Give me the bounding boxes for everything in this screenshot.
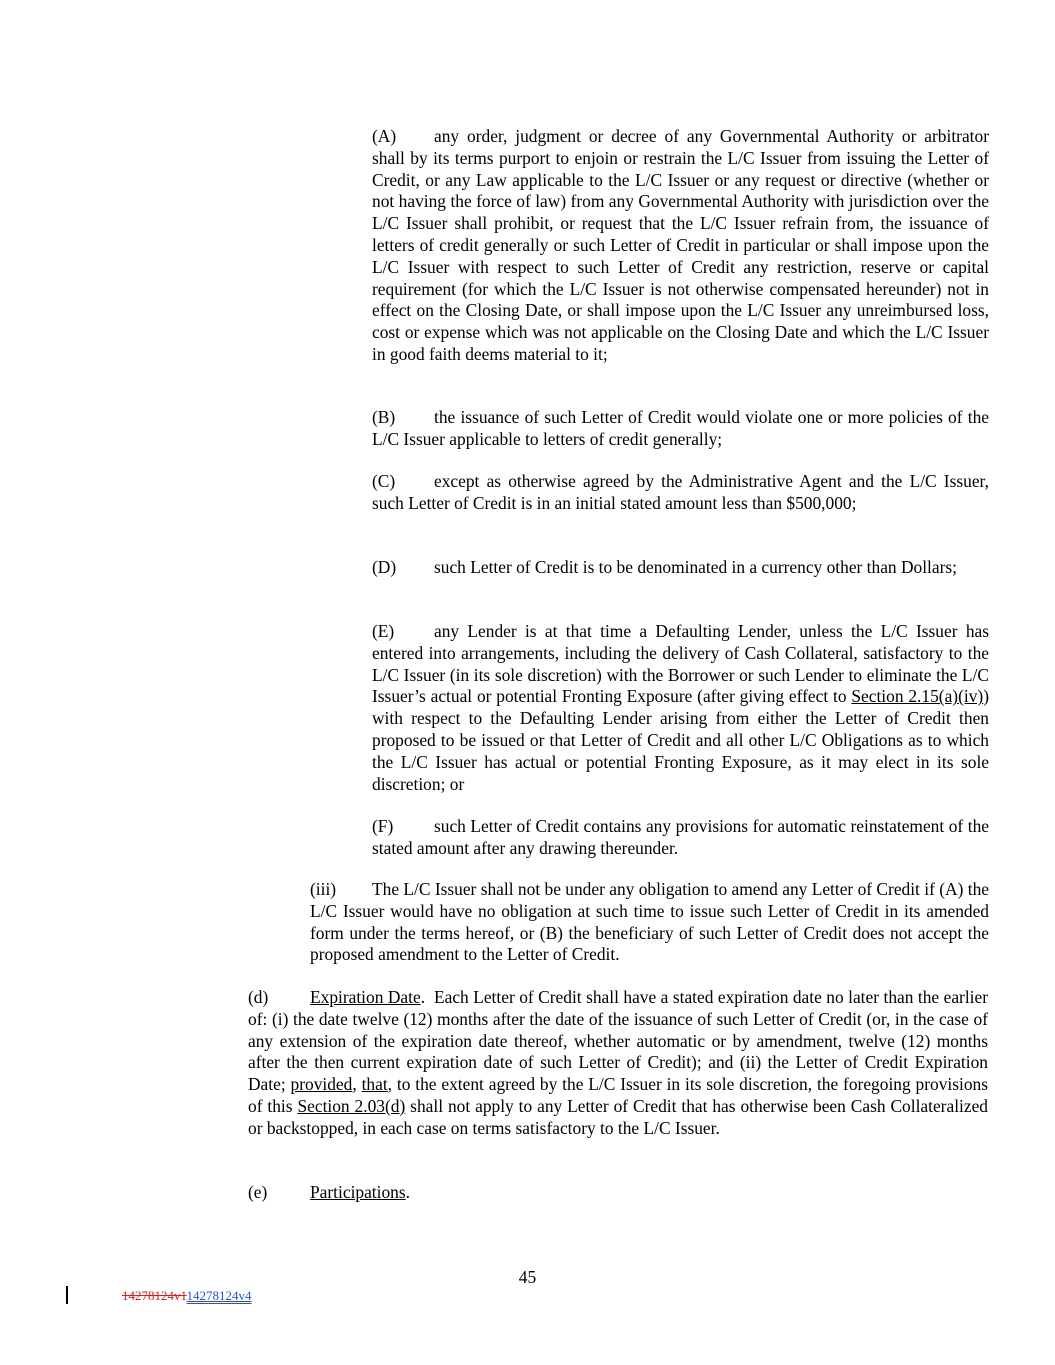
page-number: 45 bbox=[518, 1267, 537, 1287]
clause-B bbox=[310, 407, 989, 451]
clause-C bbox=[310, 471, 989, 515]
clause-d bbox=[187, 987, 988, 1140]
clause-C-text: except as otherwise agreed by the Administrative Agent and the L/C Issuer, such Letter of Credit is in an initial stated amount less than $500,000; bbox=[372, 471, 989, 513]
clause-E-text-after: ) with respect to the Defaulting Lender arising from either the Letter of Credit then proposed to be issued or that Letter of Credit and all other L/C Obligations as to which the L/C Issuer has actual or potential Fronting Exposure, as it may elect in its sole discretion; or bbox=[372, 686, 989, 794]
clause-A-label: (A) bbox=[372, 126, 397, 146]
document-id-deleted: 14278124v1 bbox=[122, 1288, 187, 1303]
clause-e bbox=[187, 1182, 988, 1204]
clause-d-text-2: , to the extent agreed by the L/C Issuer in its sole discretion, the foregoing provisions of this bbox=[248, 1074, 988, 1116]
provided-term: provided bbox=[290, 1074, 353, 1095]
clause-d-label: (d) bbox=[248, 987, 269, 1007]
clause-e-heading-punct: . bbox=[405, 1182, 410, 1202]
expiration-date-heading: Expiration Date bbox=[310, 987, 421, 1007]
clause-D bbox=[310, 557, 989, 579]
clause-A-text: any order, judgment or decree of any Governmental Authority or arbitrator shall by its terms purport to enjoin or restrain the L/C Issuer from issuing the Letter of Credit, or any Law applicable to the L/C Issuer or any request or directive (whether or not having the force of law) from any Governmental Authority with jurisdiction over the L/C Issuer shall prohibit, or request that the L/C Issuer refrain from, the issuance of letters of credit generally or such Letter of Credit in particular or shall impose upon the L/C Issuer with respect to such Letter of Credit any restriction, reserve or capital requirement (for which the L/C Issuer is not otherwise compensated hereunder) not in effect on the Closing Date, or shall impose upon the L/C Issuer any unreimbursed loss, cost or expense which was not applicable on the Closing Date and which the L/C Issuer in good faith deems material to it; bbox=[372, 126, 989, 364]
document-id bbox=[122, 1288, 252, 1304]
clause-d-heading-punct: . bbox=[420, 987, 426, 1007]
section-2-15-a-iv-reference: Section 2.15(a)(iv) bbox=[851, 686, 984, 707]
clause-d-comma: , bbox=[352, 1074, 357, 1095]
clause-E-text-before: any Lender is at that time a Defaulting Lender, unless the L/C Issuer has entered into arrangements, including the delivery of Cash Collateral, satisfactory to the L/C Issuer (in its sole discretion) with the Borrower or such Lender to eliminate the L/C Issuer’s actual or potential Fronting Exposure (after giving effect to bbox=[372, 621, 989, 707]
clause-d-text-1: Each Letter of Credit shall have a stated expiration date no later than the earlier of: (i) the date twelve (12) months after the date of the issuance of such Letter of Credit (or, in the case of any extension of the expiration date thereof, whether automatic or by amendment, twelve (12) months after the then current expiration date of such Letter of Credit); and (ii) the Letter of Credit Expiration Date; bbox=[248, 987, 988, 1095]
document-id-inserted: 14278124v4 bbox=[186, 1288, 252, 1303]
clause-F-label: (F) bbox=[372, 816, 394, 836]
clause-A bbox=[310, 126, 989, 366]
participations-heading: Participations bbox=[310, 1182, 406, 1202]
clause-e-label: (e) bbox=[248, 1182, 268, 1202]
clause-F bbox=[310, 816, 989, 860]
clause-iii bbox=[248, 879, 989, 966]
clause-B-text: the issuance of such Letter of Credit would violate one or more policies of the L/C Issuer applicable to letters of credit generally; bbox=[372, 407, 989, 449]
clause-E-label: (E) bbox=[372, 621, 395, 641]
clause-iii-label: (iii) bbox=[310, 879, 337, 899]
change-bar bbox=[66, 1286, 68, 1304]
clause-D-label: (D) bbox=[372, 557, 397, 577]
clause-B-label: (B) bbox=[372, 407, 396, 427]
clause-D-text: such Letter of Credit is to be denominated in a currency other than Dollars; bbox=[434, 557, 958, 577]
clause-F-text: such Letter of Credit contains any provisions for automatic reinstatement of the stated amount after any drawing thereunder. bbox=[372, 816, 989, 858]
section-2-03-d-reference: Section 2.03(d) bbox=[297, 1095, 406, 1116]
clause-C-label: (C) bbox=[372, 471, 396, 491]
clause-E bbox=[310, 621, 989, 795]
that-term: that bbox=[361, 1074, 388, 1095]
clause-iii-text: The L/C Issuer shall not be under any obligation to amend any Letter of Credit if (A) the L/C Issuer would have no obligation at such time to issue such Letter of Credit in its amended form under the terms hereof, or (B) the beneficiary of such Letter of Credit does not accept the proposed amendment to the Letter of Credit. bbox=[310, 879, 989, 965]
clause-d-text-3: shall not apply to any Letter of Credit that has otherwise been Cash Collateralized or backstopped, in each case on terms satisfactory to the L/C Issuer. bbox=[248, 1095, 988, 1138]
